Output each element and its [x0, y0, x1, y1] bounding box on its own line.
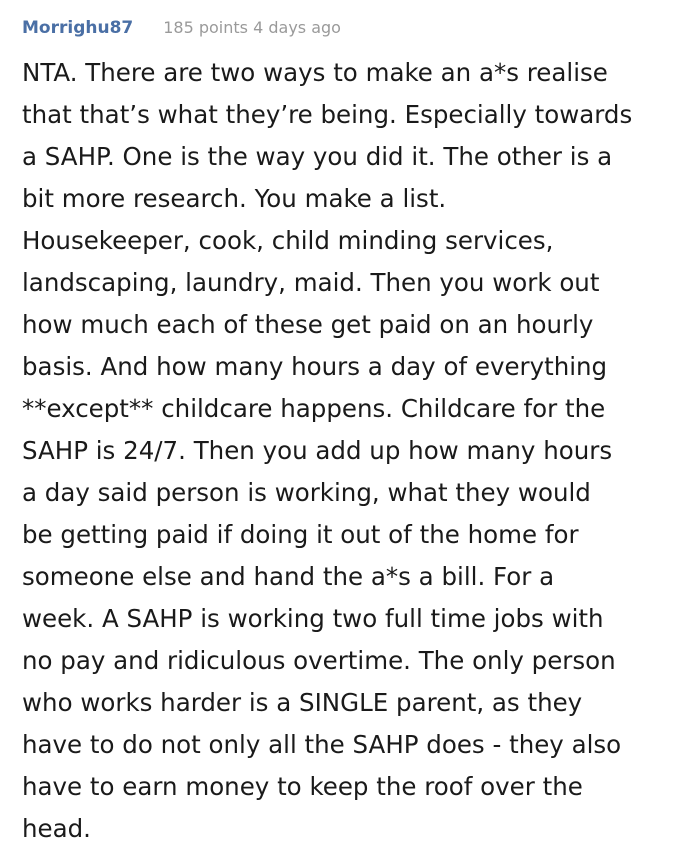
comment-text-line: someone else and hand the a*s a bill. For a	[22, 562, 555, 591]
comment-text-line: how much each of these get paid on an hourly	[22, 310, 594, 339]
comment-age: 4 days ago	[253, 18, 341, 37]
comment-text-line: bit more research. You make a list.	[22, 184, 447, 213]
comment-text-line: that that’s what they’re being. Especially towards	[22, 100, 633, 129]
comment-text-line: landscaping, laundry, maid. Then you work out	[22, 268, 600, 297]
comment-text-line: have to earn money to keep the roof over the	[22, 772, 583, 801]
comment-author-link[interactable]: Morrighu87	[22, 18, 134, 38]
comment-text-line: basis. And how many hours a day of everything	[22, 352, 608, 381]
comment-text-line: week. A SAHP is working two full time jobs with	[22, 604, 604, 633]
comment-meta	[22, 18, 678, 44]
comment-text-line: head.	[22, 814, 91, 843]
comment-text-line: a SAHP. One is the way you did it. The other is a	[22, 142, 613, 171]
comment-text-line: a day said person is working, what they would	[22, 478, 591, 507]
comment-text-line: no pay and ridiculous overtime. The only person	[22, 646, 616, 675]
comment-text-line: **except** childcare happens. Childcare for the	[22, 394, 606, 423]
comment-text-line: NTA. There are two ways to make an a*s realise	[22, 58, 608, 87]
comment-text-line: Housekeeper, cook, child minding services,	[22, 226, 554, 255]
comment-body	[22, 52, 678, 850]
comment-text-line: have to do not only all the SAHP does - they also	[22, 730, 622, 759]
comment-text-line: who works harder is a SINGLE parent, as they	[22, 688, 583, 717]
comment-meta-info	[163, 18, 341, 37]
comment-text-line: SAHP is 24/7. Then you add up how many hours	[22, 436, 613, 465]
comment-points: 185 points	[163, 18, 248, 37]
comment-text-line: be getting paid if doing it out of the home for	[22, 520, 579, 549]
